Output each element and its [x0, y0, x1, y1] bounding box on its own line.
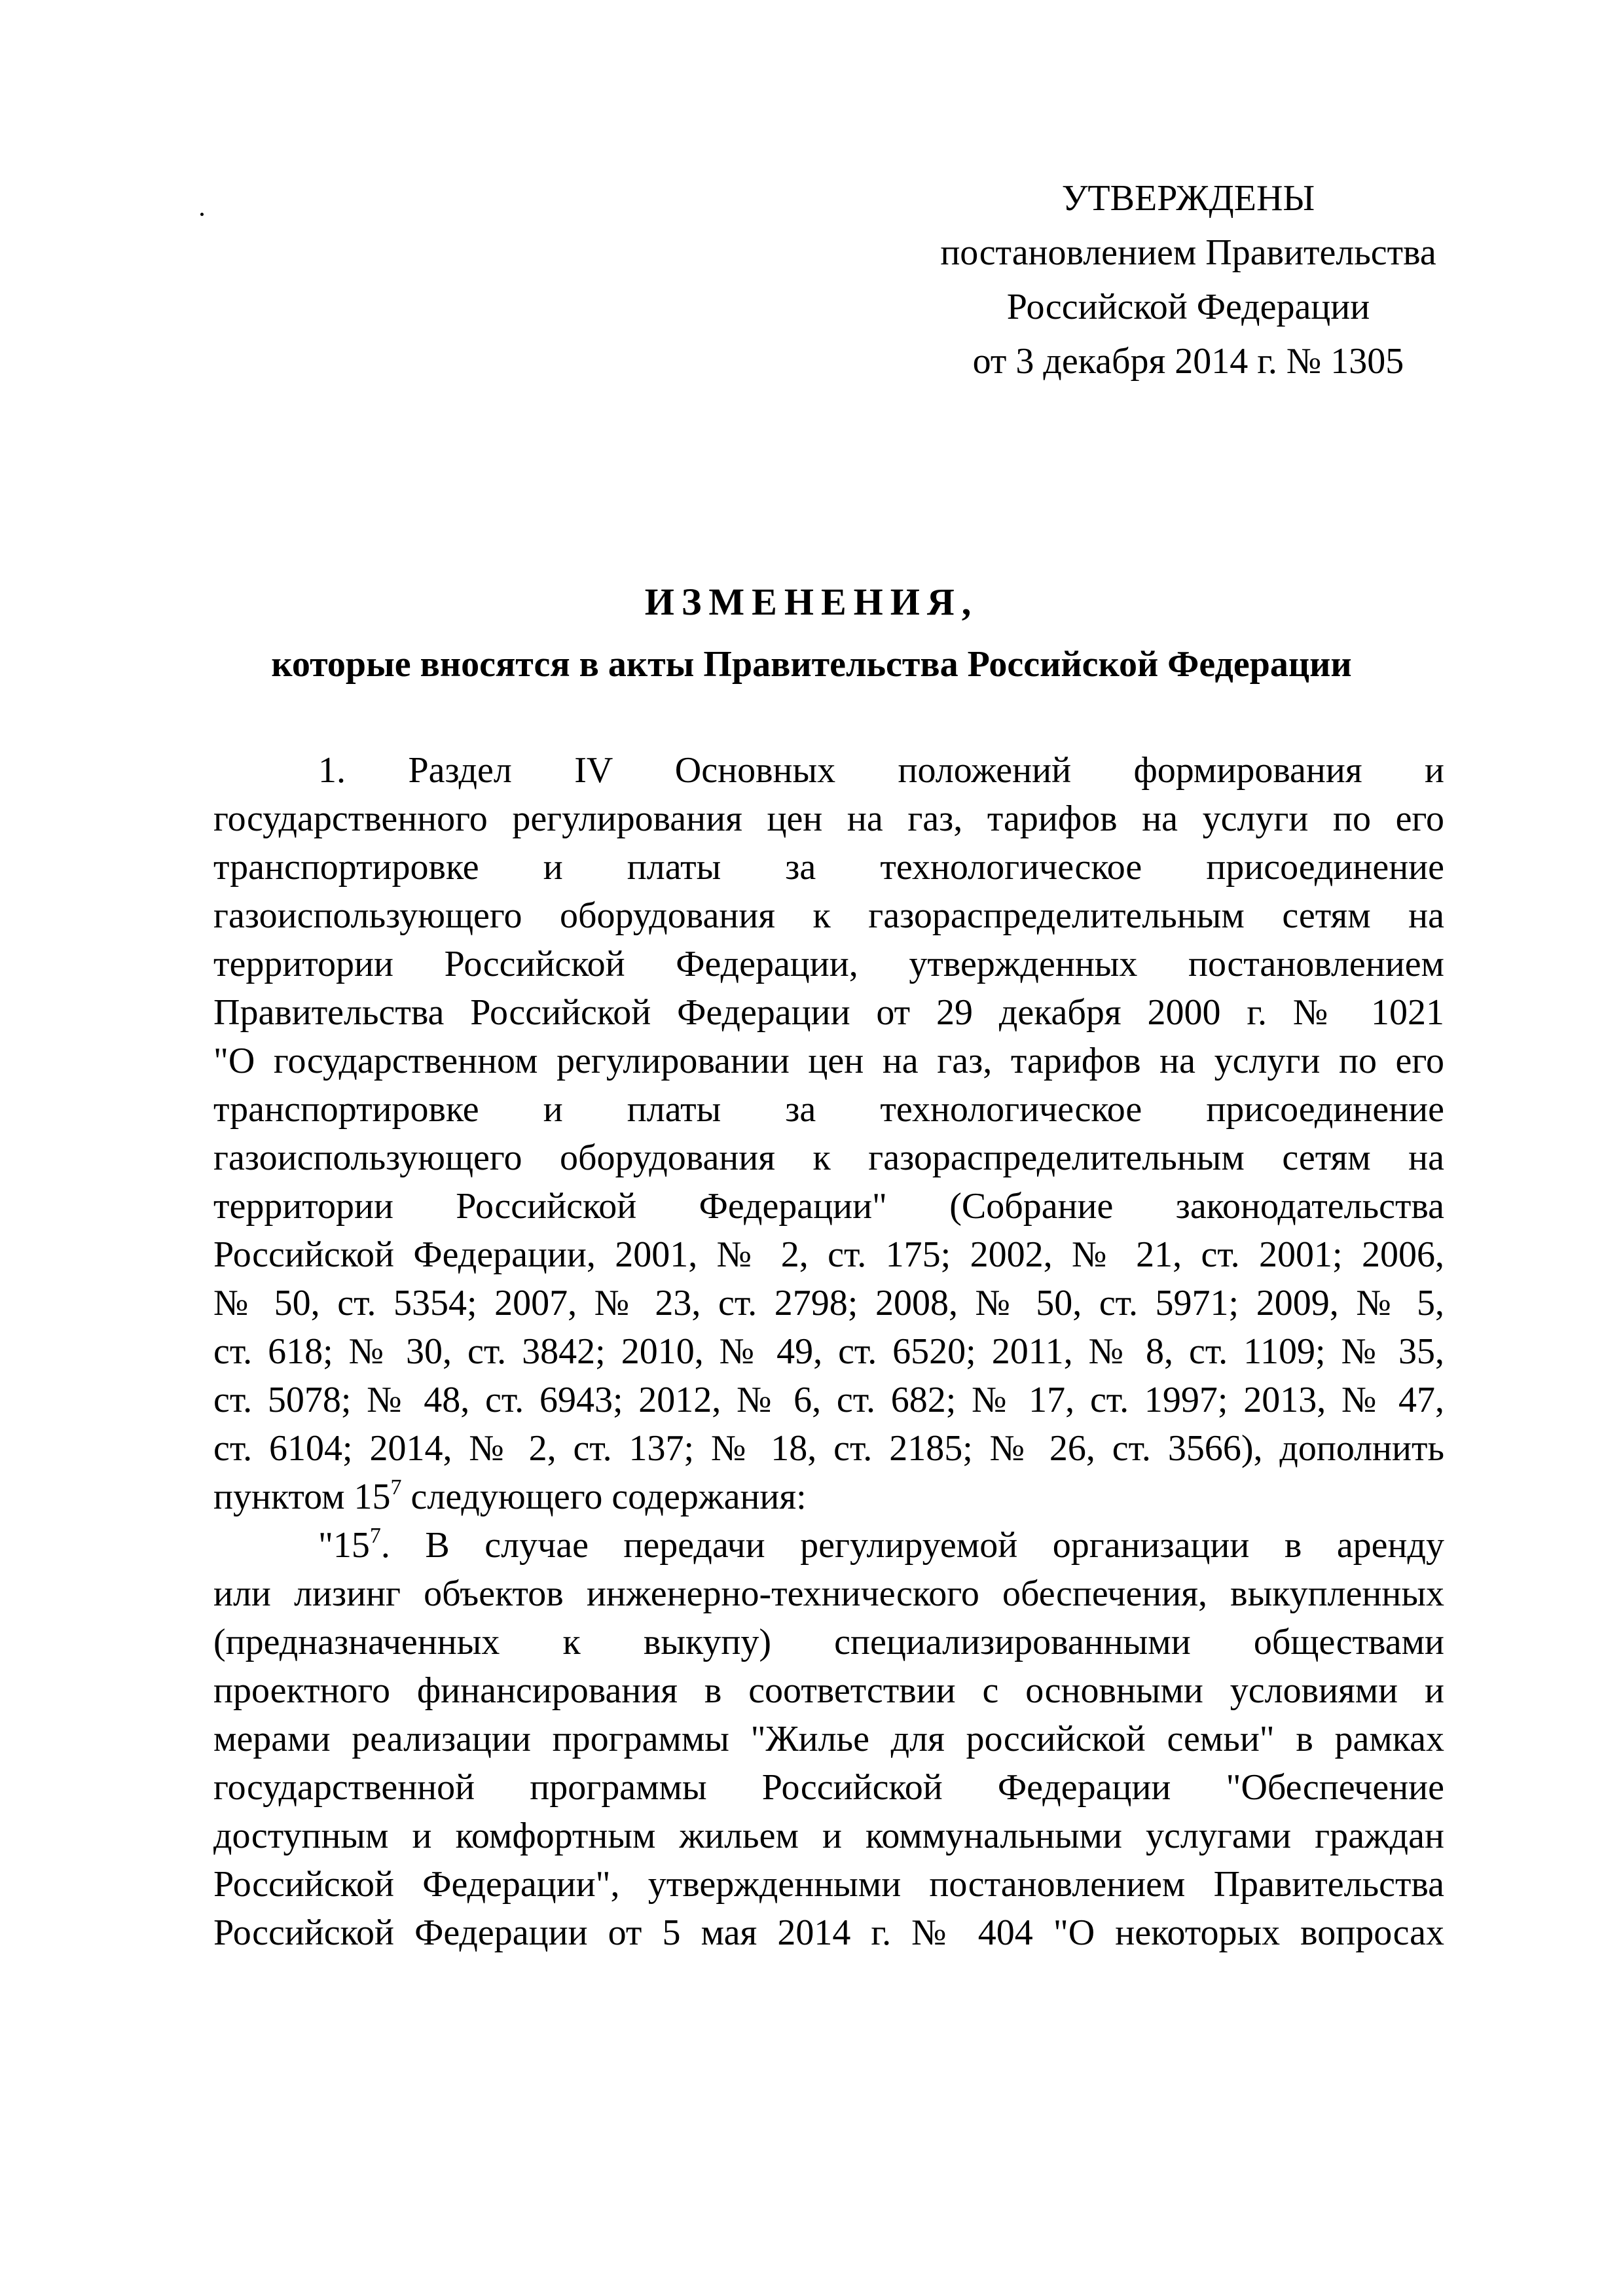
paragraph-line: территории Российской Федерации" (Собрание законодательства [213, 1186, 1444, 1227]
paragraph-line: транспортировке и платы за технологическое присоединение [213, 1089, 1444, 1130]
paragraph-line: (предназначенных к выкупу) специализированными обществами [213, 1622, 1444, 1662]
paragraph-line: доступным и комфортным жильем и коммунальными услугами граждан [213, 1816, 1444, 1856]
superscript: 7 [369, 1524, 381, 1548]
approval-line: Российской Федерации [1006, 287, 1370, 327]
document-subtitle: которые вносятся в акты Правительства Российской Федерации [271, 644, 1352, 685]
paragraph-line: транспортировке и платы за технологическое присоединение [213, 847, 1444, 888]
point-line-text: пунктом 15 [213, 1477, 391, 1517]
approval-date-number: от 3 декабря 2014 г. № 1305 [972, 341, 1404, 382]
paragraph-line: Российской Федерации, 2001, № 2, ст. 175; 2002, № 21, ст. 2001; 2006, [213, 1234, 1444, 1275]
paragraph-line: ст. 618; № 30, ст. 3842; 2010, № 49, ст. 6520; 2011, № 8, ст. 1109; № 35, [213, 1331, 1444, 1372]
paragraph-line: проектного финансирования в соответствии с основными условиями и [213, 1670, 1444, 1711]
approval-line: постановлением Правительства [940, 232, 1436, 273]
paragraph-line: "О государственном регулировании цен на газ, тарифов на услуги по его [213, 1041, 1444, 1081]
document-title: ИЗМЕНЕНИЯ, [644, 581, 979, 623]
paragraph-line: ст. 6104; 2014, № 2, ст. 137; № 18, ст. 2185; № 26, ст. 3566), дополнить [213, 1428, 1444, 1469]
paragraph-line: или лизинг объектов инженерно-технического обеспечения, выкупленных [213, 1573, 1444, 1614]
paragraph-line: ст. 5078; № 48, ст. 6943; 2012, № 6, ст. 682; № 17, ст. 1997; 2013, № 47, [213, 1380, 1444, 1420]
paragraph-line: территории Российской Федерации, утвержденных постановлением [213, 944, 1444, 984]
paragraph-line: газоиспользующего оборудования к газораспределительным сетям на [213, 1138, 1444, 1178]
paragraph-line: государственной программы Российской Федерации "Обеспечение [213, 1767, 1444, 1808]
scan-speck [200, 213, 204, 216]
paragraph-line: Российской Федерации", утвержденными постановлением Правительства [213, 1864, 1444, 1905]
paragraph-line: мерами реализации программы "Жилье для российской семьи" в рамках [213, 1719, 1444, 1759]
paragraph-line [213, 1473, 1444, 1521]
paragraph-line: Правительства Российской Федерации от 29 декабря 2000 г. № 1021 [213, 992, 1444, 1033]
quote-number: "15 [318, 1525, 370, 1566]
superscript: 7 [390, 1475, 402, 1499]
paragraph-line: 1. Раздел IV Основных положений формирования и [318, 750, 1444, 791]
approval-block [877, 171, 1499, 389]
quote-first-line [213, 1521, 1444, 1570]
paragraph-line: государственного регулирования цен на газ, тарифов на услуги по его [213, 798, 1444, 839]
paragraph-line: Российской Федерации от 5 мая 2014 г. № 404 "О некоторых вопросах [213, 1912, 1444, 1953]
body-text [213, 746, 1444, 1957]
approval-heading: УТВЕРЖДЕНЫ [1061, 178, 1315, 219]
paragraph-line: № 50, ст. 5354; 2007, № 23, ст. 2798; 2008, № 50, ст. 5971; 2009, № 5, [213, 1283, 1444, 1323]
point-line-text: следующего содержания: [401, 1477, 807, 1517]
paragraph-line: газоиспользующего оборудования к газораспределительным сетям на [213, 895, 1444, 936]
quote-text: . В случае передачи регулируемой организации в аренду [380, 1525, 1444, 1566]
